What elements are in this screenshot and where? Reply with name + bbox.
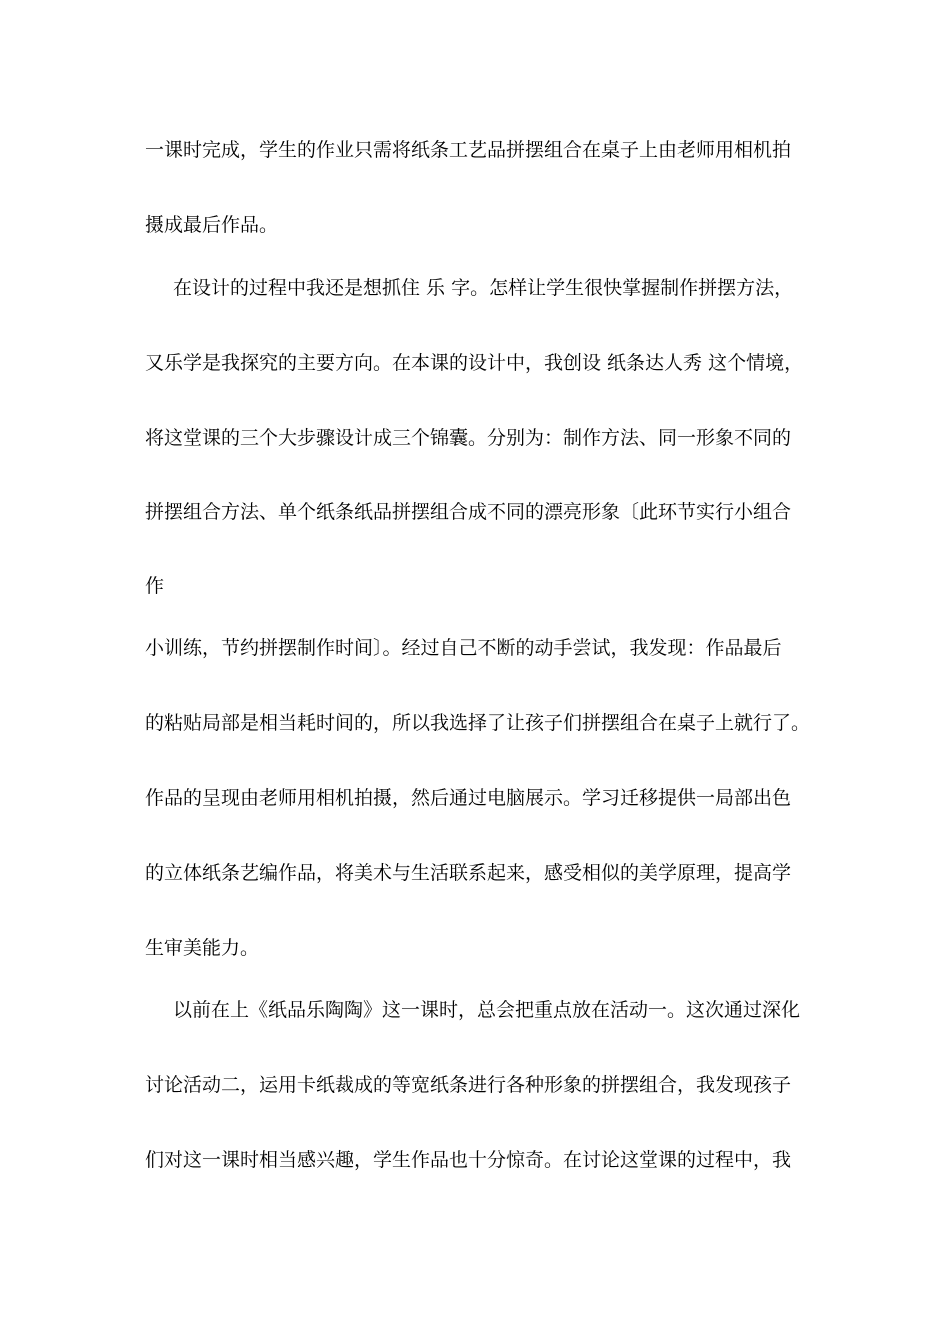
text-line: 将这堂课的三个大步骤设计成三个锦囊。分别为：制作方法、同一形象不同的 <box>145 427 792 449</box>
text-line: 生审美能力。 <box>145 937 260 959</box>
paragraph-first-line: 在设计的过程中我还是想抓住 乐 字。怎样让学生很快掌握制作拼摆方法， <box>173 277 794 299</box>
text-line: 又乐学是我探究的主要方向。在本课的设计中，我创设 纸条达人秀 这个情境， <box>145 352 804 374</box>
text-line: 一课时完成，学生的作业只需将纸条工艺品拼摆组合在桌子上由老师用相机拍 <box>145 139 792 161</box>
text-line: 作品的呈现由老师用相机拍摄，然后通过电脑展示。学习迁移提供一局部出色 <box>145 787 792 809</box>
text-line: 小训练，节约拼摆制作时间〕。经过自己不断的动手尝试，我发现：作品最后 <box>145 637 782 659</box>
text-line: 讨论活动二，运用卡纸裁成的等宽纸条进行各种形象的拼摆组合，我发现孩子 <box>145 1074 792 1096</box>
text-line: 摄成最后作品。 <box>145 214 279 236</box>
text-line: 拼摆组合方法、单个纸条纸品拼摆组合成不同的漂亮形象〔此环节实行小组合 <box>145 501 792 523</box>
text-line: 的立体纸条艺编作品，将美术与生活联系起来，感受相似的美学原理，提高学 <box>145 862 792 884</box>
text-line: 作 <box>145 575 165 597</box>
paragraph-first-line: 以前在上《纸品乐陶陶》这一课时，总会把重点放在活动一。这次通过深化 <box>173 999 801 1021</box>
text-line: 的粘贴局部是相当耗时间的，所以我选择了让孩子们拼摆组合在桌子上就行了。 <box>145 712 811 734</box>
text-line: 们对这一课时相当感兴趣，学生作品也十分惊奇。在讨论这堂课的过程中，我 <box>145 1149 792 1171</box>
